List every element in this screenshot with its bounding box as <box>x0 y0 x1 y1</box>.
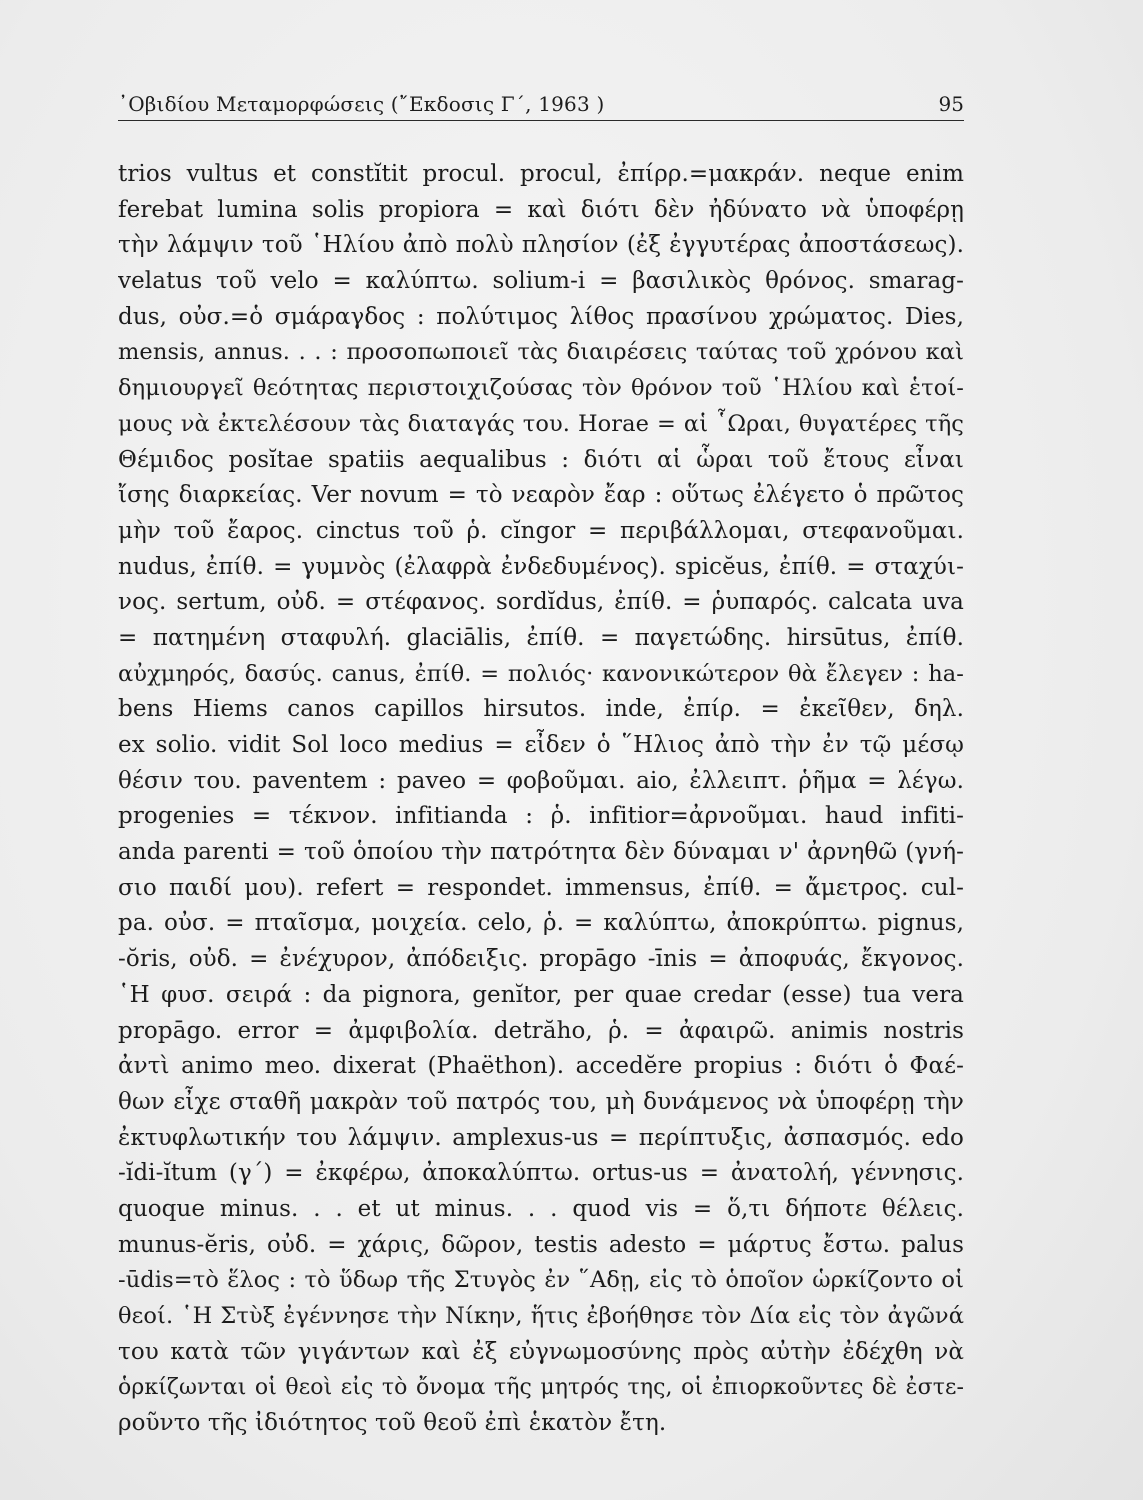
text-line: θέσιν του. paventem : paveo = φοβοῦμαι. aio, ἐλλειπτ. ῥῆμα = λέγω. <box>118 767 964 794</box>
page-header <box>118 90 964 121</box>
text-line: propāgo. error = ἀμφιβολία. detrăho, ῥ. = ἀφαιρῶ. animis nostris <box>118 1017 964 1044</box>
text-line: Θέμιδος posĭtae spatiis aequalibus : διότι αἱ ὧραι τοῦ ἔτους εἶναι <box>118 446 964 473</box>
page-number: 95 <box>938 92 964 116</box>
text-line: μὴν τοῦ ἔαρος. cinctus τοῦ ῥ. cĭngor = περιβάλλομαι, στεφανοῦμαι. <box>118 517 964 544</box>
text-line: του κατὰ τῶν γιγάντων καὶ ἐξ εὐγνωμοσύνης πρὸς αὐτὴν ἐδέχθη νὰ <box>118 1338 964 1365</box>
text-line: mensis, annus. . . : προσοπωποιεῖ τὰς διαιρέσεις ταύτας τοῦ χρόνου καὶ <box>118 339 964 366</box>
text-line: ex solio. vidit Sol loco medius = εἶδεν ὁ ῞Ηλιος ἀπὸ τὴν ἐν τῷ μέσῳ <box>118 732 964 758</box>
text-line: anda parenti = τοῦ ὁποίου τὴν πατρότητα δὲν δύναμαι ν' ἀρνηθῶ (γνή- <box>118 839 964 866</box>
text-line: θεοί. ῾Η Στὺξ ἐγέννησε τὴν Νίκην, ἥτις ἐβοήθησε τὸν Δία εἰς τὸν ἀγῶνά <box>118 1303 964 1329</box>
text-line: μους νὰ ἐκτελέσουν τὰς διαταγάς του. Horae = αἱ ῟Ωραι, θυγατέρες τῆς <box>118 410 964 437</box>
text-line: ferebat lumina solis propiora = καὶ διότι δὲν ἠδύνατο νὰ ὑποφέρῃ <box>118 196 964 223</box>
text-line: σιο παιδί μου). refert = respondet. immensus, ἐπίθ. = ἄμετρος. cul- <box>118 874 964 901</box>
text-line: nudus, ἐπίθ. = γυμνὸς (ἐλαφρὰ ἐνδεδυμένος). spicĕus, ἐπίθ. = σταχύι- <box>118 553 964 580</box>
text-line: ὁρκίζωνται οἱ θεοὶ εἰς τὸ ὄνομα τῆς μητρός της, οἱ ἐπιορκοῦντες δὲ ἐστε- <box>118 1375 964 1401</box>
text-line: -ŏris, οὐδ. = ἐνέχυρον, ἀπόδειξις. propāgo -īnis = ἀποφυάς, ἔκγονος. <box>118 946 964 973</box>
text-line: velatus τοῦ velo = καλύπτω. solium-i = βασιλικὸς θρόνος. smarag- <box>118 268 964 295</box>
text-line: munus-ĕris, οὐδ. = χάρις, δῶρον, testis adesto = μάρτυς ἔστω. palus <box>118 1231 964 1258</box>
text-line: ἐκτυφλωτικήν του λάμψιν. amplexus-us = περίπτυξις, ἀσπασμός. edo <box>118 1124 964 1151</box>
text-line: pa. οὐσ. = πταῖσμα, μοιχεία. celo, ῥ. = καλύπτω, ἀποκρύπτω. pignus, <box>118 910 964 937</box>
text-line: νος. sertum, οὐδ. = στέφανος. sordĭdus, ἐπίθ. = ῥυπαρός. calcata uva <box>118 589 964 616</box>
text-line: -ĭdi-ĭtum (γ΄) = ἐκφέρω, ἀποκαλύπτω. ortus-us = ἀνατολή, γέννησις. <box>118 1160 964 1187</box>
text-line-last: ροῦντο τῆς ἰδιότητος τοῦ θεοῦ ἐπὶ ἑκατὸν ἔτη. <box>118 1410 667 1437</box>
text-line: dus, οὐσ.=ὁ σμάραγδος : πολύτιμος λίθος πρασίνου χρώματος. Dies, <box>118 303 964 330</box>
body-text <box>118 157 964 1442</box>
text-line: δημιουργεῖ θεότητας περιστοιχιζούσας τὸν θρόνον τοῦ ῾Ηλίου καὶ ἑτοί- <box>118 375 964 402</box>
text-line: trios vultus et constĭtit procul. procul, ἐπίρρ.=μακράν. neque enim <box>118 161 964 187</box>
text-line: ἀντὶ animo meo. dixerat (Phaëthon). accedĕre propius : διότι ὁ Φαέ- <box>118 1053 964 1080</box>
text-line: ἴσης διαρκείας. Ver novum = τὸ νεαρὸν ἔαρ : οὕτως ἐλέγετο ὁ πρῶτος <box>118 482 964 509</box>
text-line: θων εἶχε σταθῆ μακρὰν τοῦ πατρός του, μὴ δυνάμενος νὰ ὑποφέρῃ τὴν <box>118 1088 964 1115</box>
text-line: τὴν λάμψιν τοῦ ῾Ηλίου ἀπὸ πολὺ πλησίον (ἐξ ἐγγυτέρας ἀποστάσεως). <box>118 232 964 259</box>
text-line: αὐχμηρός, δασύς. canus, ἐπίθ. = πολιός· κανονικώτερον θὰ ἔλεγεν : ha- <box>118 660 964 687</box>
text-line: progenies = τέκνον. infitianda : ῥ. infitior=ἀρνοῦμαι. haud infiti- <box>118 803 964 830</box>
text-line: = πατημένη σταφυλή. glaciālis, ἐπίθ. = παγετώδης. hirsūtus, ἐπίθ. <box>118 624 964 651</box>
text-line: bens Hiems canos capillos hirsutos. inde, ἐπίρ. = ἐκεῖθεν, δηλ. <box>118 696 964 723</box>
text-line: -ūdis=τὸ ἕλος : τὸ ὕδωρ τῆς Στυγὸς ἐν ῞Αδῃ, εἰς τὸ ὁποῖον ὡρκίζοντο οἱ <box>118 1267 964 1294</box>
running-head: ᾿Οβιδίου Μεταμορφώσεις (῎Εκδοσις Γ΄, 1963 ) <box>118 92 605 116</box>
text-line: quoque minus. . . et ut minus. . . quod vis = ὅ,τι δήποτε θέλεις. <box>118 1195 964 1222</box>
text-line: ῾Η φυσ. σειρά : da pignora, genĭtor, per quae credar (esse) tua vera <box>118 981 964 1008</box>
